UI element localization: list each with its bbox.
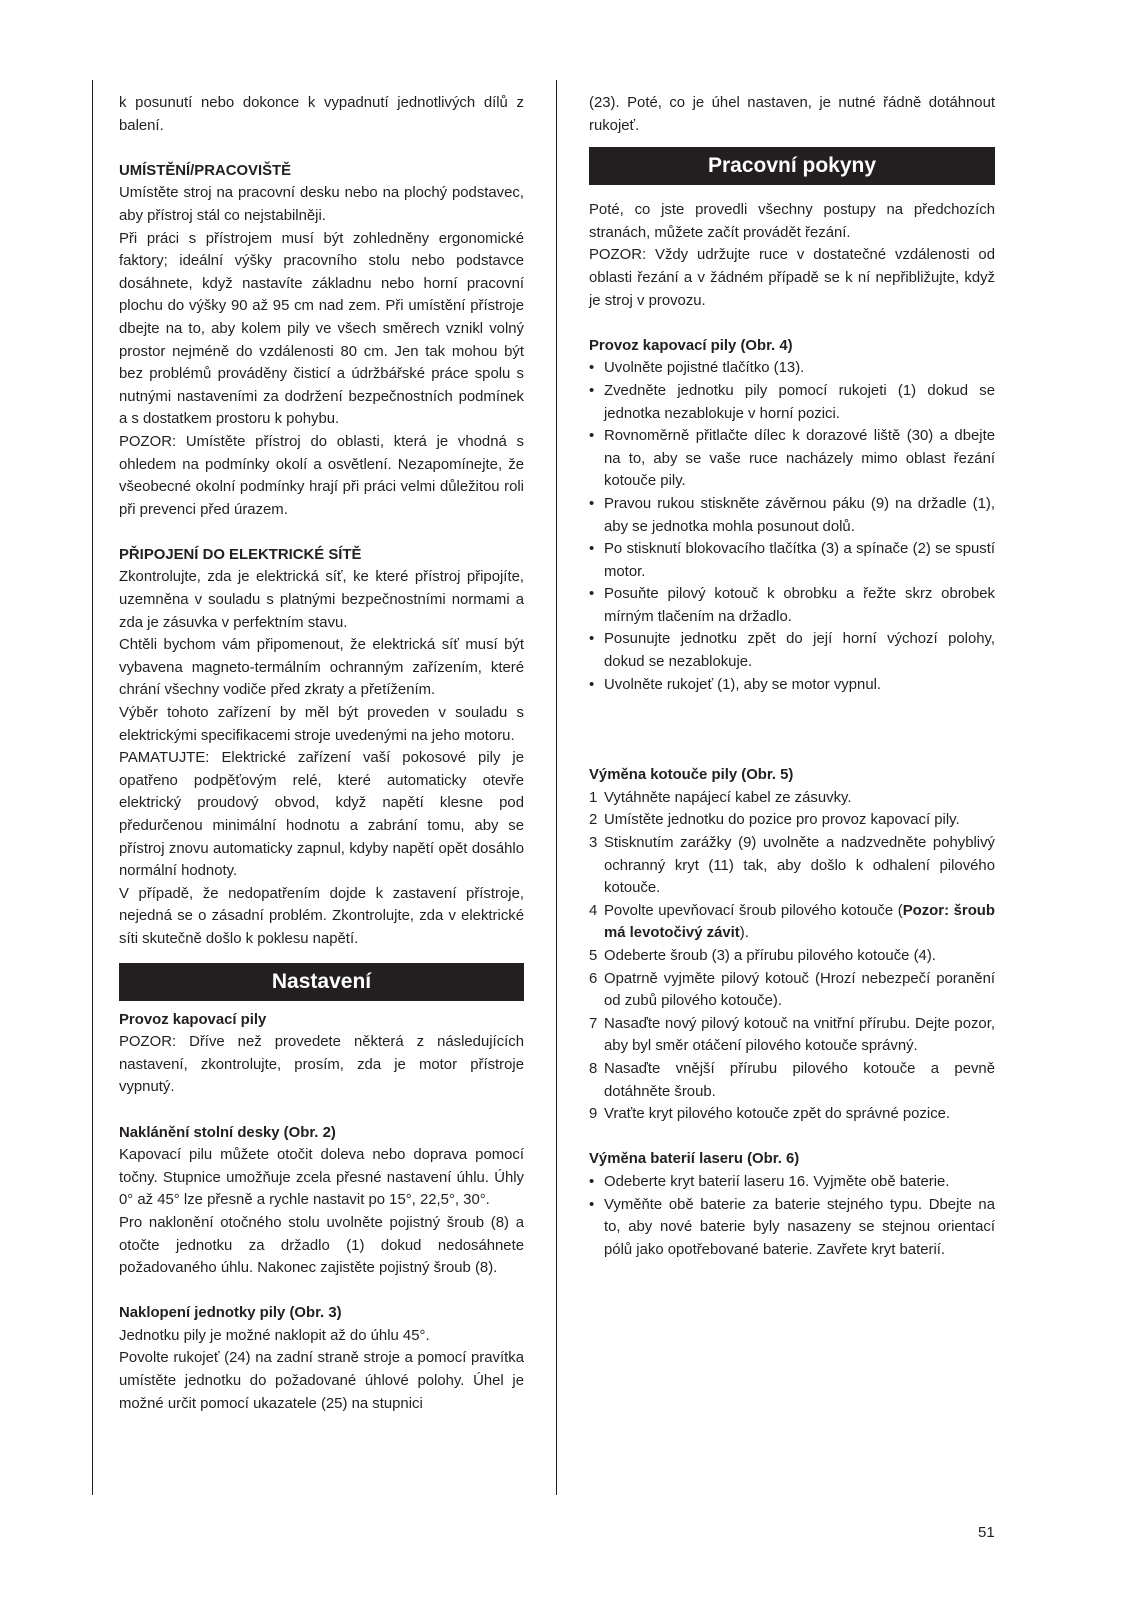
bullet-marker: • [589, 1173, 595, 1190]
list-item [589, 425, 995, 493]
list-item [589, 1013, 995, 1058]
naklopeni-heading: Naklopení jednotky pily (Obr. 3) [119, 1305, 342, 1322]
provoz-obr4-list [589, 357, 995, 696]
provoz-obr4-heading: Provoz kapovací pily (Obr. 4) [589, 337, 793, 354]
list-item [589, 493, 995, 538]
list-item [589, 1103, 995, 1126]
pripojeni-paragraph-3: Výběr tohoto zařízení by měl být proveden v souladu s elektrickými specifikacemi stroje uvedenými na jeho motoru. [119, 705, 524, 744]
pripojeni-heading: PŘIPOJENÍ DO ELEKTRICKÉ SÍTĚ [119, 546, 362, 563]
list-item-text: Stisknutím zarážky (9) uvolněte a nadzvedněte pohyblivý ochranný kryt (11) tak, aby došlo k odhalení pilového kotouče. [604, 835, 995, 897]
naklaneni-paragraph-2: Pro naklonění otočného stolu uvolněte pojistný šroub (8) a otočte jednotku za držadlo (1) dokud nedosáhnete požadovaného úhlu. Nakonec zajistěte pojistný šroub (8). [119, 1214, 524, 1277]
intro-paragraph: k posunutí nebo dokonce k vypadnutí jednotlivých dílů z balení. [119, 95, 524, 134]
list-item [589, 380, 995, 425]
list-item [589, 357, 995, 380]
list-item-text: Uvolněte rukojeť (1), aby se motor vypnul. [604, 676, 882, 693]
bullet-marker: • [589, 495, 595, 512]
pripojeni-paragraph-5: V případě, že nedopatřením dojde k zastavení přístroje, nejedná se o zásadní problém. Zkontrolujte, zda v elektrické síti skutečně došlo k poklesu napětí. [119, 885, 524, 947]
list-item-text: Pravou rukou stiskněte závěrnou páku (9) na držadle (1), aby se jednotka mohla posunout dolů. [604, 495, 995, 535]
pracovni-paragraph-2: POZOR: Vždy udržujte ruce v dostatečné vzdálenosti od oblasti řezání a v žádném případě se k ní nepřibližujte, když je stroj v provozu. [589, 247, 995, 309]
list-item-text: Posunujte jednotku zpět do její horní výchozí polohy, dokud se nezablokuje. [604, 631, 995, 671]
provoz-heading: Provoz kapovací pily [119, 1011, 267, 1028]
step-number: 7 [589, 1015, 598, 1032]
list-item [589, 1171, 995, 1194]
step-number: 6 [589, 970, 598, 987]
bullet-marker: • [589, 676, 595, 693]
step-number: 9 [589, 1106, 598, 1123]
list-item [589, 809, 995, 832]
list-item-text: Opatrně vyjměte pilový kotouč (Hrozí nebezpečí poranění od zubů pilového kotouče). [604, 970, 995, 1010]
list-item-text: Vytáhněte napájecí kabel ze zásuvky. [604, 789, 852, 806]
umisteni-paragraph-1: Umístěte stroj na pracovní desku nebo na plochý podstavec, aby přístroj stál co nejstabilněji. [119, 185, 524, 224]
list-item-text-end: ). [739, 925, 749, 942]
list-item-text: Vraťte kryt pilového kotouče zpět do správné pozice. [604, 1106, 951, 1123]
right-column [589, 92, 995, 1261]
left-column-rule [92, 80, 93, 1495]
list-item [589, 674, 995, 697]
list-item-text: Po stisknutí blokovacího tlačítka (3) a spínače (2) se spustí motor. [604, 541, 995, 580]
list-item [589, 832, 995, 900]
nastaveni-section-band: Nastavení [119, 963, 524, 1001]
list-item [589, 1194, 995, 1262]
bullet-marker: • [589, 541, 595, 558]
list-item [589, 900, 995, 945]
list-item [589, 538, 995, 583]
page-number: 51 [978, 1524, 995, 1541]
pripojeni-paragraph-4: PAMATUJTE: Elektrické zařízení vaší pokosové pily je opatřeno podpěťovým relé, které automaticky otevře elektrický proudový obvod, když napětí klesne pod předurčenou minimální hodnotu a zabrání tomu, aby se přístroj znovu automaticky zapnul, kdyby napětí opět dosáhlo normální hodnoty. [119, 750, 524, 880]
list-item [589, 787, 995, 810]
list-item-text: Vyměňte obě baterie za baterie stejného typu. Dbejte na to, aby nové baterie byly nasazeny se stejnou orientací pólů jako opotřebované baterie. Zavřete kryt baterií. [604, 1196, 995, 1258]
pripojeni-paragraph-2: Chtěli bychom vám připomenout, že elektrická síť musí být vybavena magneto-termálním ochranným zařízením, které chrání všechny vodiče před zkraty a přetížením. [119, 637, 524, 699]
vymena-bateri-list [589, 1171, 995, 1261]
list-item [589, 583, 995, 628]
step-number: 2 [589, 812, 598, 829]
continuation-paragraph: (23). Poté, co je úhel nastaven, je nutné řádně dotáhnout rukojeť. [589, 95, 995, 134]
list-item-text: Povolte upevňovací šroub pilového kotouče ( [604, 902, 903, 919]
naklopeni-paragraph-1: Jednotku pily je možné naklopit až do úhlu 45°. [119, 1327, 430, 1344]
bullet-marker: • [589, 631, 595, 648]
list-item [589, 945, 995, 968]
list-item-text: Rovnoměrně přitlačte dílec k dorazové liště (30) a dbejte na to, aby se vaše ruce nacházely mimo oblast řezání kotouče pily. [604, 428, 995, 490]
umisteni-paragraph-3: POZOR: Umístěte přístroj do oblasti, která je vhodná s ohledem na podmínky okolí a osvětlení. Nezapomínejte, že všeobecné okolní podmínky hrají při práci velmi důležitou roli při prevenci před úrazem. [119, 433, 524, 518]
bullet-marker: • [589, 1196, 595, 1213]
pracovni-paragraph-1: Poté, co jste provedli všechny postupy na předchozích stranách, můžete začít provádět řezání. [589, 202, 995, 241]
bullet-marker: • [589, 360, 595, 377]
list-item-text: Umístěte jednotku do pozice pro provoz kapovací pily. [604, 812, 960, 829]
bullet-marker: • [589, 428, 595, 445]
step-number: 4 [589, 902, 598, 919]
list-item-text: Nasaďte nový pilový kotouč na vnitřní přírubu. Dejte pozor, aby byl směr otáčení pilového kotouče správný. [604, 1015, 995, 1055]
bullet-marker: • [589, 382, 595, 399]
list-item [589, 1058, 995, 1103]
pripojeni-paragraph-1: Zkontrolujte, zda je elektrická síť, ke které přístroj připojíte, uzemněna v souladu s platnými bezpečnostními normami a zda je zásuvka v perfektním stavu. [119, 569, 524, 631]
provoz-paragraph: POZOR: Dříve než provedete některá z následujících nastavení, zkontrolujte, prosím, zda je motor přístroje vypnutý. [119, 1034, 524, 1096]
vymena-kotouce-list [589, 787, 995, 1126]
umisteni-heading: UMÍSTĚNÍ/PRACOVIŠTĚ [119, 162, 292, 179]
center-column-rule [556, 80, 557, 1495]
list-item-text: Nasaďte vnější přírubu pilového kotouče a pevně dotáhněte šroub. [604, 1060, 995, 1100]
list-item-text: Posuňte pilový kotouč k obrobku a řežte skrz obrobek mírným tlačením na držadlo. [604, 586, 995, 625]
list-item [589, 968, 995, 1013]
naklopeni-paragraph-2: Povolte rukojeť (24) na zadní straně stroje a pomocí pravítka umístěte jednotku do požadované úhlové polohy. Úhel je možné určit pomocí ukazatele (25) na stupnici [119, 1350, 524, 1412]
naklaneni-heading: Naklánění stolní desky (Obr. 2) [119, 1124, 336, 1141]
list-item-text: Zvedněte jednotku pily pomocí rukojeti (1) dokud se jednotka nezablokuje v horní pozici. [604, 382, 995, 422]
vymena-kotouce-heading: Výměna kotouče pily (Obr. 5) [589, 767, 794, 784]
list-item-text: Uvolněte pojistné tlačítko (13). [604, 360, 805, 377]
umisteni-paragraph-2: Při práci s přístrojem musí být zohledněny ergonomické faktory; ideální výšky pracovního stolu nebo podstavce dosáhnete, když nastavíte základnu nebo horní pracovní plochu do výšky 90 až 95 cm nad zem. Při umístění přístroje dbejte na to, aby kolem pily ve všech směrech vznikl volný prostor nejméně do vzdálenosti 80 cm. Jen tak mohou být bez problémů prováděny čisticí a údržbářské práce spolu s nutnými nastaveními za dodržení bezpečnostních podmínek a s dostatkem prostoru k pohybu. [119, 230, 524, 428]
step-number: 8 [589, 1060, 598, 1077]
pracovni-pokyny-band: Pracovní pokyny [589, 147, 995, 185]
step-number: 1 [589, 789, 598, 806]
list-item-text: Odeberte šroub (3) a přírubu pilového kotouče (4). [604, 948, 936, 964]
naklaneni-paragraph-1: Kapovací pilu můžete otočit doleva nebo doprava pomocí točny. Stupnice umožňuje zcela přesné nastavení úhlu. Úhly 0° až 45° lze přesně a rychle nastavit po 15°, 22,5°, 30°. [119, 1147, 524, 1209]
list-item [589, 628, 995, 673]
list-item-bold-text: Pozor: šroub má levotočivý závit [604, 902, 995, 942]
vymena-bateri-heading: Výměna baterií laseru (Obr. 6) [589, 1151, 800, 1168]
step-number: 5 [589, 948, 598, 964]
list-item-text: Odeberte kryt baterií laseru 16. Vyjměte obě baterie. [604, 1173, 950, 1190]
left-column [119, 92, 524, 1415]
step-number: 3 [589, 835, 598, 852]
bullet-marker: • [589, 586, 595, 603]
